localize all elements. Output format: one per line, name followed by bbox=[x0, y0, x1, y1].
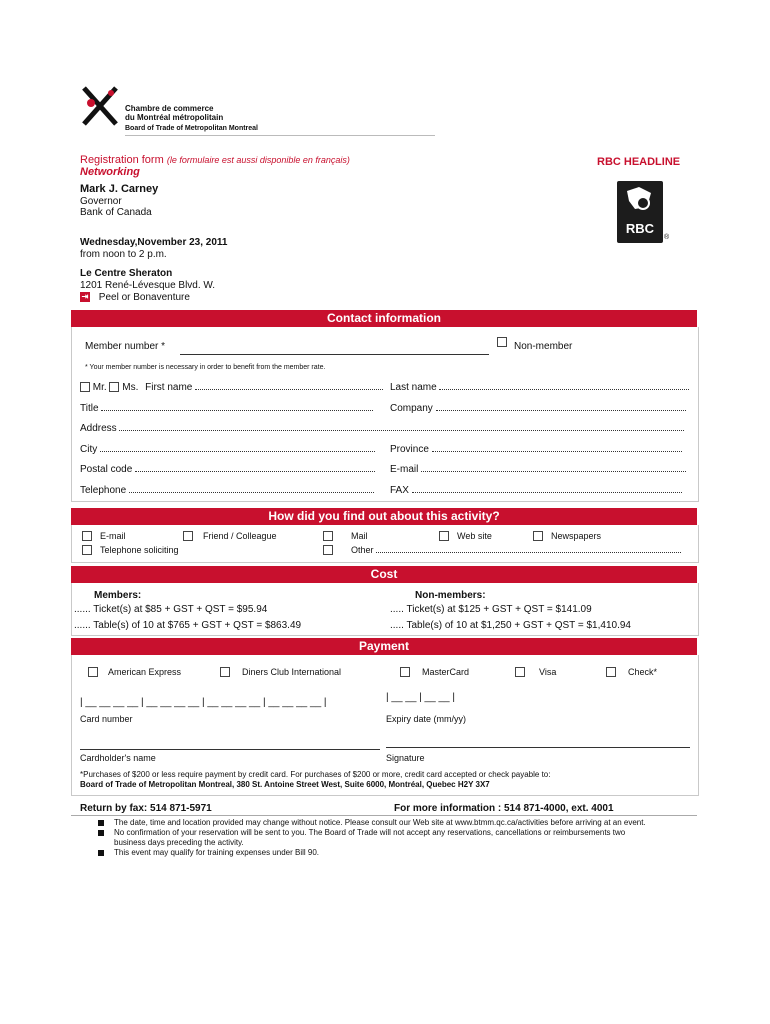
title-field[interactable] bbox=[101, 401, 373, 411]
form-title-row bbox=[80, 154, 350, 166]
ms-checkbox[interactable] bbox=[109, 382, 119, 392]
non-members-label: Non-members: bbox=[415, 590, 486, 601]
card-number-label: Card number bbox=[80, 714, 133, 724]
cost-heading: Cost bbox=[71, 566, 697, 583]
email-row bbox=[390, 462, 686, 475]
more-info: For more information : 514 871-4000, ext. 4001 bbox=[394, 803, 614, 814]
speaker-role: Governor bbox=[80, 196, 122, 207]
visa-checkbox[interactable] bbox=[515, 667, 525, 677]
event-date: Wednesday,November 23, 2011 bbox=[80, 237, 228, 248]
name-row-left bbox=[80, 380, 383, 393]
speaker-org: Bank of Canada bbox=[80, 207, 152, 218]
member-number-label: Member number * bbox=[85, 341, 166, 352]
last-name-field[interactable] bbox=[439, 380, 689, 390]
source-newspapers-label: Newspapers bbox=[551, 531, 602, 541]
venue-address: 1201 René-Lévesque Blvd. W. bbox=[80, 280, 216, 291]
member-ticket-price: ...... Ticket(s) at $85 + GST + QST = $95.94 bbox=[74, 604, 268, 615]
fax-row bbox=[390, 483, 682, 496]
non-member-checkbox[interactable] bbox=[497, 337, 507, 347]
address-label: Address bbox=[80, 423, 117, 434]
payment-note bbox=[80, 770, 690, 790]
amex-label: American Express bbox=[108, 667, 182, 677]
logo-fr-line1: Chambre de commerce bbox=[125, 104, 214, 113]
member-table-price: ...... Table(s) of 10 at $765 + GST + QST = $863.49 bbox=[74, 620, 302, 631]
expiry-field[interactable]: | __ __ | __ __ | bbox=[386, 692, 455, 703]
source-heading: How did you find out about this activity? bbox=[71, 508, 697, 525]
registered-mark: ® bbox=[664, 234, 670, 241]
contact-heading: Contact information bbox=[71, 310, 697, 327]
footer-note: No confirmation of your reservation will be sent to you. The Board of Trade will not accept any reservations, cancellations or reimbursements two business days preceding the activity. bbox=[98, 828, 658, 848]
expiry-label: Expiry date (mm/yy) bbox=[386, 714, 467, 724]
mr-checkbox[interactable] bbox=[80, 382, 90, 392]
event-datetime bbox=[80, 237, 228, 261]
fax-field[interactable] bbox=[412, 483, 682, 493]
rbc-logo-text: RBC bbox=[625, 221, 655, 236]
diners-label: Diners Club International bbox=[242, 667, 342, 677]
members-label: Members: bbox=[94, 590, 142, 601]
first-name-label: First name bbox=[145, 382, 193, 393]
source-other-row bbox=[351, 545, 681, 555]
form-title: Registration form bbox=[80, 154, 164, 166]
member-number-field[interactable] bbox=[180, 354, 489, 355]
event-venue bbox=[80, 268, 215, 304]
payment-heading: Payment bbox=[71, 638, 697, 655]
telephone-row bbox=[80, 483, 374, 496]
metro-row bbox=[80, 292, 215, 304]
footer-rule bbox=[71, 815, 697, 816]
source-other-label: Other bbox=[351, 545, 374, 555]
card-number-field[interactable]: | __ __ __ __ | __ __ __ __ | __ __ __ __ | __ __ __ __ | bbox=[80, 697, 327, 708]
telephone-label: Telephone bbox=[80, 485, 127, 496]
postal-row bbox=[80, 462, 375, 475]
source-mail-checkbox[interactable] bbox=[323, 531, 333, 541]
logo-fr-line2: du Montréal métropolitain bbox=[125, 113, 224, 122]
source-mail-label: Mail bbox=[351, 531, 368, 541]
city-field[interactable] bbox=[100, 442, 375, 452]
amex-checkbox[interactable] bbox=[88, 667, 98, 677]
rbc-logo bbox=[617, 181, 663, 243]
postal-field[interactable] bbox=[135, 462, 375, 472]
mastercard-checkbox[interactable] bbox=[400, 667, 410, 677]
metro-stations: Peel or Bonaventure bbox=[98, 292, 190, 303]
headline: RBC HEADLINE bbox=[597, 156, 681, 168]
footer-notes bbox=[98, 818, 658, 858]
source-friend-checkbox[interactable] bbox=[183, 531, 193, 541]
source-telephone-checkbox[interactable] bbox=[82, 545, 92, 555]
payment-note-address: Board of Trade of Metropolitan Montreal, 380 St. Antoine Street West, Suite 6000, Montréal, Quebec H2Y 3X7 bbox=[80, 780, 490, 789]
city-row bbox=[80, 442, 375, 455]
signature-label: Signature bbox=[386, 753, 425, 763]
source-website-label: Web site bbox=[457, 531, 492, 541]
title-label: Title bbox=[80, 403, 99, 414]
company-row bbox=[390, 401, 686, 414]
address-field[interactable] bbox=[119, 421, 684, 431]
source-email-label: E-mail bbox=[100, 531, 126, 541]
venue-name: Le Centre Sheraton bbox=[80, 268, 173, 279]
logo-mark-icon bbox=[78, 84, 122, 128]
address-row bbox=[80, 421, 684, 434]
signature-field[interactable] bbox=[386, 747, 690, 748]
diners-checkbox[interactable] bbox=[220, 667, 230, 677]
nonmember-table-price: ..... Table(s) of 10 at $1,250 + GST + QST = $1,410.94 bbox=[390, 620, 631, 631]
province-row bbox=[390, 442, 682, 455]
payment-note-text: *Purchases of $200 or less require payment by credit card. For purchases of $200 or more, credit card accepted or check payable to: bbox=[80, 770, 551, 779]
company-field[interactable] bbox=[436, 401, 686, 411]
mr-label: Mr. bbox=[92, 382, 107, 393]
member-note: * Your member number is necessary in order to benefit from the member rate. bbox=[85, 364, 326, 371]
return-fax: Return by fax: 514 871-5971 bbox=[80, 803, 212, 814]
cheque-label: Check* bbox=[628, 667, 658, 677]
source-section bbox=[71, 525, 699, 563]
first-name-field[interactable] bbox=[195, 380, 383, 390]
source-website-checkbox[interactable] bbox=[439, 531, 449, 541]
province-label: Province bbox=[390, 444, 429, 455]
last-name-label: Last name bbox=[390, 382, 437, 393]
source-newspapers-checkbox[interactable] bbox=[533, 531, 543, 541]
last-name-row bbox=[390, 380, 689, 393]
email-label: E-mail bbox=[390, 464, 419, 475]
postal-label: Postal code bbox=[80, 464, 133, 475]
source-telephone-label: Telephone soliciting bbox=[100, 545, 179, 555]
cheque-checkbox[interactable] bbox=[606, 667, 616, 677]
city-label: City bbox=[80, 444, 98, 455]
visa-label: Visa bbox=[539, 667, 557, 677]
fax-label: FAX bbox=[390, 485, 409, 496]
title-row bbox=[80, 401, 373, 414]
logo-rule bbox=[125, 135, 435, 136]
speaker-name: Mark J. Carney bbox=[80, 183, 159, 195]
rbc-lion-icon bbox=[617, 183, 663, 223]
cardholder-field[interactable] bbox=[80, 749, 380, 750]
metro-icon: ⇥ bbox=[81, 292, 89, 302]
email-field[interactable] bbox=[421, 462, 686, 472]
mastercard-label: MasterCard bbox=[422, 667, 470, 677]
source-other-field[interactable] bbox=[376, 545, 681, 553]
source-email-checkbox[interactable] bbox=[82, 531, 92, 541]
non-member-label: Non-member bbox=[514, 341, 573, 352]
nonmember-ticket-price: ..... Ticket(s) at $125 + GST + QST = $141.09 bbox=[390, 604, 592, 615]
ms-label: Ms. bbox=[122, 382, 139, 393]
province-field[interactable] bbox=[432, 442, 682, 452]
event-category: Networking bbox=[80, 166, 140, 178]
board-of-trade-logo bbox=[78, 84, 438, 138]
source-other-checkbox[interactable] bbox=[323, 545, 333, 555]
event-time: from noon to 2 p.m. bbox=[80, 249, 167, 260]
logo-en-text: Board of Trade of Metropolitan Montreal bbox=[125, 125, 259, 132]
footer-note: This event may qualify for training expenses under Bill 90. bbox=[98, 848, 658, 858]
footer-note: The date, time and location provided may change without notice. Please consult our Web site at www.btmm.qc.ca/activities before arriving at an event. bbox=[98, 818, 658, 828]
speaker-details bbox=[80, 196, 152, 218]
logo-text bbox=[125, 104, 223, 122]
company-label: Company bbox=[390, 403, 433, 414]
telephone-field[interactable] bbox=[129, 483, 374, 493]
source-friend-label: Friend / Colleague bbox=[203, 531, 277, 541]
cardholder-label: Cardholder's name bbox=[80, 753, 156, 763]
form-title-note: (le formulaire est aussi disponible en français) bbox=[166, 155, 350, 165]
